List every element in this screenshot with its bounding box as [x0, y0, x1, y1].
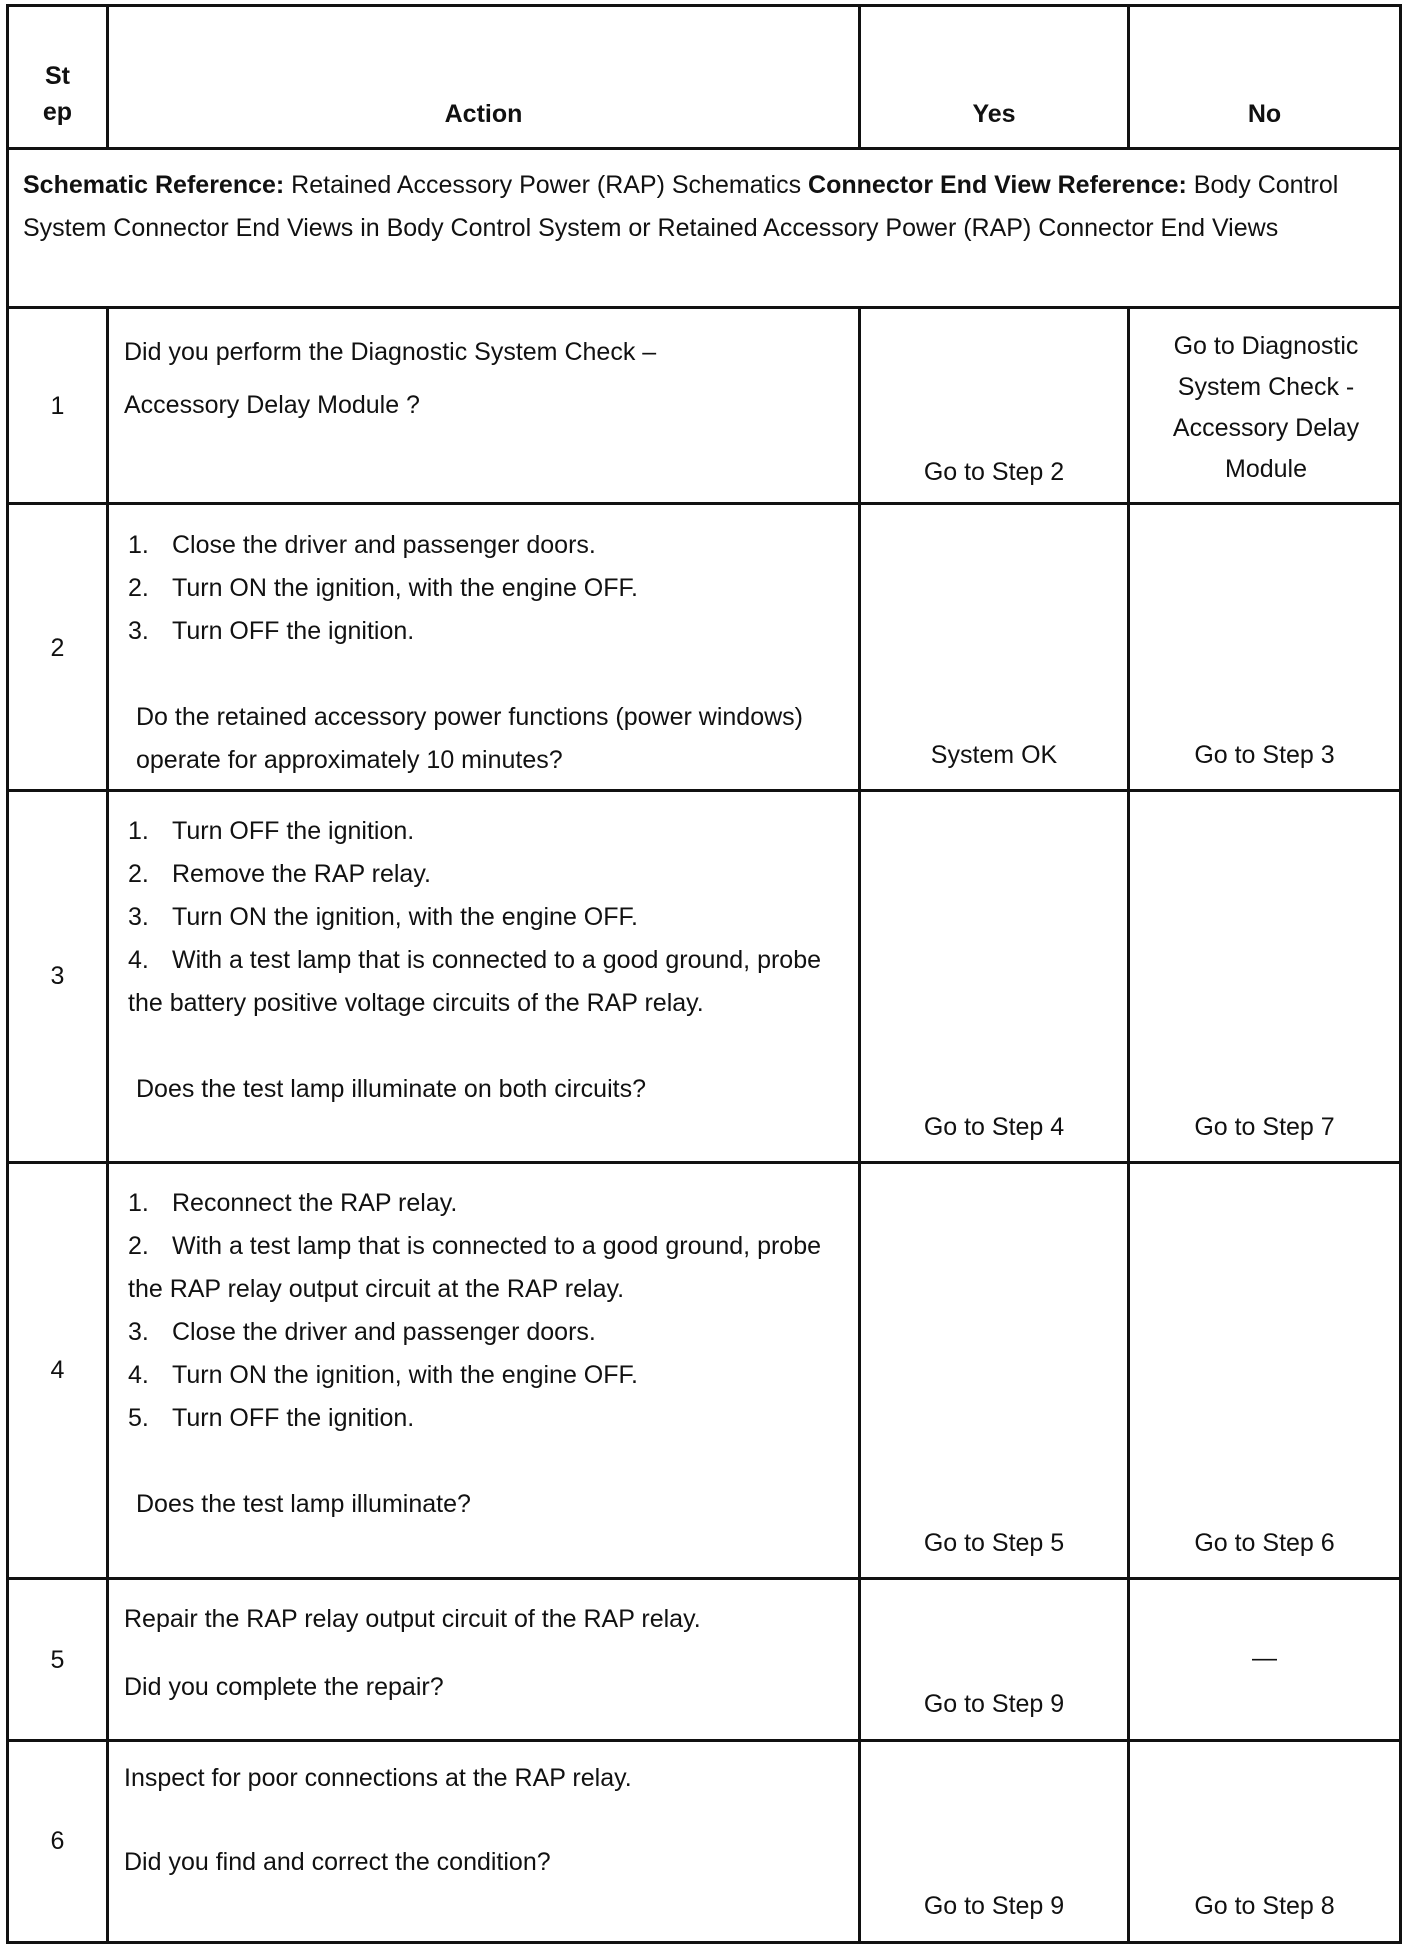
schematic-reference-text: Retained Accessory Power (RAP) Schematics — [284, 171, 809, 199]
yes-result: Go to Step 4 — [923, 1113, 1065, 1141]
action-question: Did you find and correct the condition? — [124, 1848, 551, 1876]
action-step — [128, 810, 828, 853]
step-number: 6 — [50, 1827, 65, 1855]
action-text: Repair the RAP relay output circuit of the RAP relay. — [124, 1605, 701, 1633]
action-step — [128, 610, 848, 653]
reference-text — [23, 164, 1383, 250]
action-step — [128, 1354, 828, 1397]
no-result: — — [1252, 1644, 1277, 1672]
yes-result: Go to Step 9 — [923, 1690, 1065, 1718]
action-question: Does the test lamp illuminate on both circuits? — [136, 1075, 646, 1103]
header-step-line: ep — [42, 98, 73, 126]
list-number: 3. — [128, 617, 149, 645]
step-number: 3 — [50, 962, 65, 990]
yes-result: Go to Step 9 — [923, 1892, 1065, 1920]
schematic-reference-label: Schematic Reference: — [23, 171, 285, 199]
connector-reference-text: Body Control System Connector End Views in Body Control System or Retained Accessory Power (RAP) Connector End Views — [23, 171, 1339, 242]
list-number: 5. — [128, 1404, 149, 1432]
action-step — [128, 853, 828, 896]
action-question: Did you complete the repair? — [124, 1673, 444, 1701]
list-number: 3. — [128, 1318, 149, 1346]
header-no: No — [1247, 100, 1282, 128]
yes-result: Go to Step 5 — [923, 1529, 1065, 1557]
list-number: 4. — [128, 946, 149, 974]
rule — [6, 1161, 1402, 1164]
action-question: Does the test lamp illuminate? — [136, 1490, 471, 1518]
action-cell — [128, 1182, 828, 1526]
list-number: 4. — [128, 1361, 149, 1389]
list-number: 2. — [128, 860, 149, 888]
diagnostic-table — [6, 4, 1402, 1940]
header-step-line: St — [45, 62, 70, 90]
step-number: 1 — [50, 392, 65, 420]
header-action: Action — [444, 100, 523, 128]
action-item: Reconnect the RAP relay. — [172, 1189, 458, 1217]
action-item: Turn OFF the ignition. — [172, 1404, 415, 1432]
no-result: Go to Step 3 — [1194, 741, 1335, 769]
rule — [106, 306, 109, 1944]
list-number: 3. — [128, 903, 149, 931]
action-step — [128, 1397, 828, 1440]
action-item: With a test lamp that is connected to a good ground, probe the battery positive voltage circuits of the RAP relay. — [128, 946, 822, 1017]
action-item: Turn OFF the ignition. — [172, 617, 415, 645]
action-question: Do the retained accessory power functions (power windows) operate for approximately 10 minutes? — [136, 703, 803, 774]
action-item: Turn OFF the ignition. — [172, 817, 415, 845]
action-item: Close the driver and passenger doors. — [172, 1318, 596, 1346]
action-text: Did you perform the Diagnostic System Check – — [124, 338, 657, 366]
list-number: 2. — [128, 574, 149, 602]
connector-reference-label: Connector End View Reference: — [808, 171, 1187, 199]
action-item: With a test lamp that is connected to a good ground, probe the RAP relay output circuit at the RAP relay. — [128, 1232, 822, 1303]
rule — [6, 789, 1402, 792]
action-cell — [124, 1757, 844, 1884]
action-item: Turn ON the ignition, with the engine OFF. — [172, 903, 638, 931]
list-number: 1. — [128, 1189, 149, 1217]
rule — [6, 502, 1402, 505]
no-result: Go to Step 8 — [1194, 1892, 1335, 1920]
step-number: 2 — [50, 634, 65, 662]
rule — [1399, 4, 1402, 1944]
action-cell — [128, 810, 828, 1111]
list-number: 2. — [128, 1232, 149, 1260]
no-result: Go to Step 6 — [1194, 1529, 1335, 1557]
action-text: Accessory Delay Module ? — [124, 391, 420, 419]
action-step — [128, 896, 828, 939]
no-result: Go to Step 7 — [1194, 1113, 1335, 1141]
rule — [6, 1739, 1402, 1742]
list-number: 1. — [128, 817, 149, 845]
rule — [6, 306, 1402, 309]
header-step — [9, 58, 106, 130]
no-result: Go to Diagnostic System Check - Accessory Delay Module — [1172, 332, 1360, 483]
header-yes: Yes — [972, 100, 1016, 128]
yes-result: Go to Step 2 — [923, 458, 1065, 486]
step-number: 4 — [50, 1356, 65, 1384]
action-item: Remove the RAP relay. — [172, 860, 431, 888]
rule — [6, 4, 1402, 7]
action-step — [128, 567, 848, 610]
step-number: 5 — [50, 1646, 65, 1674]
action-text: Inspect for poor connections at the RAP relay. — [124, 1764, 632, 1792]
action-cell — [124, 1598, 844, 1709]
action-step — [128, 1311, 828, 1354]
action-cell — [124, 326, 844, 432]
action-step — [128, 939, 828, 1025]
action-step — [128, 524, 848, 567]
rule — [6, 1577, 1402, 1580]
yes-result: System OK — [930, 741, 1058, 769]
action-step — [128, 1225, 828, 1311]
action-step — [128, 1182, 828, 1225]
list-number: 1. — [128, 531, 149, 559]
rule — [6, 147, 1402, 150]
action-item: Close the driver and passenger doors. — [172, 531, 596, 559]
action-item: Turn ON the ignition, with the engine OFF. — [172, 574, 638, 602]
action-cell — [128, 524, 848, 782]
action-item: Turn ON the ignition, with the engine OFF. — [172, 1361, 638, 1389]
